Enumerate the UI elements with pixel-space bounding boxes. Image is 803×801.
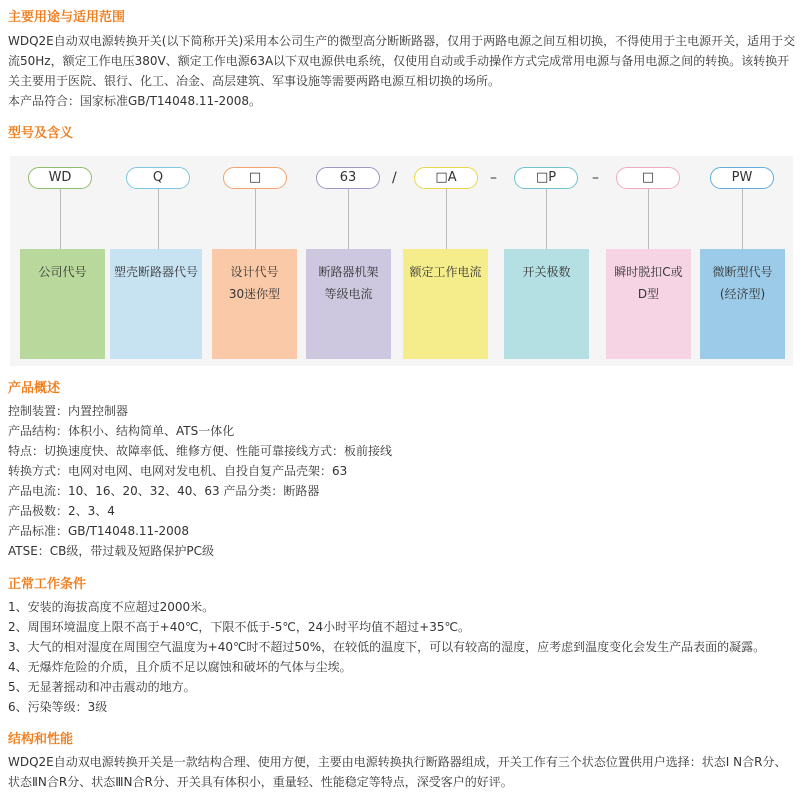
structure-paragraph-line-2: 状态ⅡN合R分、状态ⅢN合R分、开关具有体积小，重量轻、性能稳定等特点，深受客户的好评。 [8, 775, 513, 789]
model-box-poles [504, 249, 589, 359]
model-box-label: 开关极数 [522, 265, 571, 279]
model-code-pill-frame: 63 [316, 167, 380, 189]
usage-paragraph-line-2: 流50Hz，额定工作电压380V、额定工作电源63A以下双电源供电系统，仅使用自动或手动操作方式完成常用电源与备用电源之间的转换。该转换开 [8, 54, 790, 68]
list-item: 产品标准：GB/T14048.11-2008 [8, 524, 190, 538]
list-item: 产品电流：10、16、20、32、40、63 产品分类：断路器 [8, 484, 320, 498]
model-code-pill-mccb: Q [126, 167, 190, 189]
model-code-pill-design: □ [223, 167, 287, 189]
connector-line [158, 189, 159, 249]
model-box-current [403, 249, 488, 359]
connector-line [60, 189, 61, 249]
model-box-label: 额定工作电流 [409, 265, 482, 279]
connector-line [546, 189, 547, 249]
list-item: 6、污染等级：3级 [8, 700, 108, 714]
model-box-frame [306, 249, 391, 359]
model-separator-dash-1: – [490, 170, 497, 186]
model-diagram [10, 156, 793, 366]
standard-statement: 本产品符合：国家标准GB/T14048.11-2008。 [8, 94, 262, 108]
list-item: 控制装置：内置控制器 [8, 404, 129, 418]
model-box-label: 塑壳断路器代号 [113, 265, 198, 279]
list-item: 转换方式：电网对电网、电网对发电机、自投自复产品壳架：63 [8, 464, 348, 478]
list-item: 2、周围环境温度上限不高于+40℃，下限不低于-5℃，24小时平均值不超过+35℃。 [8, 620, 470, 634]
model-box-label: 设计代号 [230, 265, 279, 279]
model-code-pill-company: WD [28, 167, 92, 189]
model-box-label: 微断型代号 [712, 265, 773, 279]
connector-line [648, 189, 649, 249]
section-title-conditions: 正常工作条件 [8, 577, 87, 592]
model-box-company [20, 249, 105, 359]
list-item: 产品极数：2、3、4 [8, 504, 115, 518]
list-item: 5、无显著摇动和冲击震动的地方。 [8, 680, 196, 694]
model-box-trip [606, 249, 691, 359]
model-separator-slash: / [392, 170, 397, 186]
list-item: 3、大气的相对湿度在周围空气温度为+40℃时不超过50%，在较低的温度下，可以有较高的湿度，应考虑到温度变化会发生产品表面的凝露。 [8, 640, 766, 654]
model-code-pill-miniature: PW [710, 167, 774, 189]
model-box-label: 30迷你型 [228, 287, 281, 301]
section-title-model: 型号及含义 [8, 126, 74, 141]
model-box-miniature [700, 249, 785, 359]
connector-line [255, 189, 256, 249]
list-item: 产品结构：体积小、结构简单、ATS一体化 [8, 424, 235, 438]
model-box-label: 等级电流 [324, 287, 373, 301]
usage-paragraph-line-3: 关主要用于医院、银行、化工、冶金、高层建筑、军事设施等需要两路电源互相切换的场所。 [8, 74, 501, 88]
connector-line [446, 189, 447, 249]
structure-paragraph-line-1: WDQ2E自动双电源转换开关是一款结构合理、使用方便，主要由电源转换执行断路器组成，开关工作有三个状态位置供用户选择：状态Ⅰ N合R分、 [8, 755, 787, 769]
section-title-structure: 结构和性能 [8, 732, 74, 747]
model-box-label: 断路器机架 [318, 265, 379, 279]
model-separator-dash-2: – [592, 170, 599, 186]
model-code-pill-trip: □ [616, 167, 680, 189]
section-title-usage: 主要用途与适用范围 [8, 10, 126, 25]
model-box-label: 公司代号 [38, 265, 87, 279]
overview-list [8, 401, 795, 561]
list-item: 4、无爆炸危险的介质，且介质不足以腐蚀和破坏的气体与尘埃。 [8, 660, 352, 674]
usage-paragraph-line-1: WDQ2E自动双电源转换开关(以下简称开关)采用本公司生产的微型高分断断路器，仅用于两路电源之间互相切换，不得使用于主电源开关，适用于交 [8, 34, 796, 48]
connector-line [348, 189, 349, 249]
list-item: ATSE：CB级，带过载及短路保护PC级 [8, 544, 215, 558]
model-box-mccb [110, 249, 202, 359]
model-code-pill-current: □A [414, 167, 478, 189]
conditions-list [8, 597, 795, 717]
model-box-label: (经济型) [719, 287, 766, 301]
connector-line [742, 189, 743, 249]
section-title-overview: 产品概述 [8, 381, 61, 396]
list-item: 特点：切换速度快、故障率低、维修方便、性能可靠接线方式：板前接线 [8, 444, 393, 458]
list-item: 1、安装的海拔高度不应超过2000米。 [8, 600, 215, 614]
model-box-label: D型 [637, 287, 660, 301]
model-box-label: 瞬时脱扣C或 [614, 265, 683, 279]
model-code-pill-poles: □P [514, 167, 578, 189]
model-box-design [212, 249, 297, 359]
